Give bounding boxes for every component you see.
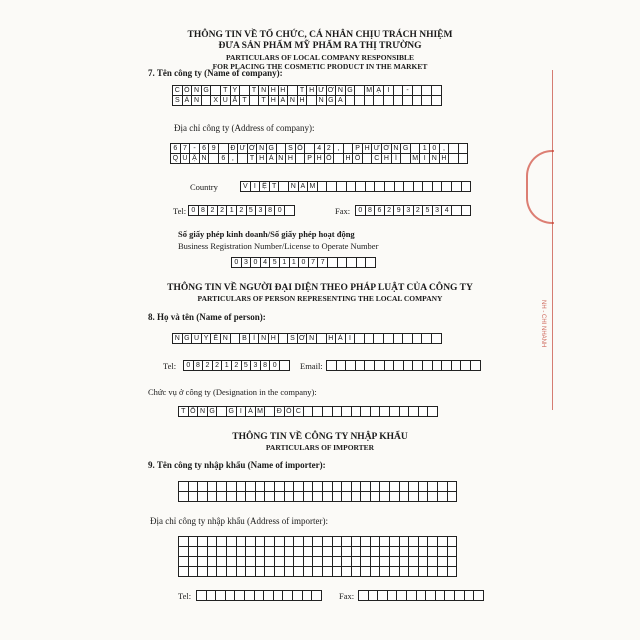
char-box: 8 (365, 205, 376, 216)
char-box: 0 (274, 205, 285, 216)
char-box: T (297, 85, 308, 96)
char-box: N (287, 95, 298, 106)
char-box: 0 (188, 205, 199, 216)
char-box: 8 (260, 360, 271, 371)
char-box: N (258, 85, 269, 96)
char-box: N (391, 143, 402, 154)
char-box: C (293, 406, 304, 417)
char-box: Q (170, 153, 181, 164)
char-box: Ô (182, 85, 193, 96)
char-box: Y (230, 85, 241, 96)
char-box: B (239, 333, 250, 344)
country-grid (240, 181, 471, 192)
stamp-line (552, 70, 553, 410)
char-box: U (191, 333, 202, 344)
char-box: H (268, 333, 279, 344)
char-box: T (178, 406, 189, 417)
char-box: G (345, 85, 356, 96)
char-box: Ư (371, 143, 382, 154)
char-box: M (410, 153, 421, 164)
char-box (447, 566, 458, 577)
char-box: 0 (269, 360, 280, 371)
char-box: Ệ (259, 181, 270, 192)
char-box: 7 (180, 143, 191, 154)
char-box: N (306, 333, 317, 344)
char-box: I (236, 406, 247, 417)
char-box: 6 (199, 143, 210, 154)
char-box: T (220, 85, 231, 96)
char-box: Ậ (189, 153, 200, 164)
char-box: 2 (413, 205, 424, 216)
char-box: 2 (231, 360, 242, 371)
company-fax-label: Fax: (335, 206, 351, 216)
char-box: T (258, 95, 269, 106)
char-box: Ễ (210, 333, 221, 344)
char-box: 4 (441, 205, 452, 216)
importer-address-label: Địa chỉ công ty nhập khẩu (Address of importer): (150, 516, 328, 526)
char-box: Ấ (230, 95, 241, 106)
header2-line2: PARTICULARS OF PERSON REPRESENTING THE LOCAL COMPANY (197, 294, 443, 303)
char-box: , (228, 153, 239, 164)
char-box: S (287, 333, 298, 344)
company-name-label: 7. Tên công ty (Name of company): (148, 68, 283, 78)
char-box: I (345, 333, 356, 344)
char-box: U (220, 95, 231, 106)
char-box: H (306, 85, 317, 96)
char-box: G (182, 333, 193, 344)
char-box: Í (391, 153, 402, 164)
char-box: X (210, 95, 221, 106)
char-box: Ờ (247, 143, 258, 154)
char-box: 1 (289, 257, 300, 268)
char-box: 1 (279, 257, 290, 268)
char-box: N (197, 406, 208, 417)
char-box: 6 (374, 205, 385, 216)
company-tel-grid (188, 205, 295, 216)
header2-line1: THÔNG TIN VỀ NGƯỜI ĐẠI DIỆN THEO PHÁP LUẬT CỦA CÔNG TY (167, 283, 473, 293)
char-box: A (298, 181, 309, 192)
char-box: 3 (432, 205, 443, 216)
person-tel-label: Tel: (163, 361, 177, 371)
char-box: I (383, 85, 394, 96)
char-box: 0 (298, 257, 309, 268)
char-box (458, 153, 469, 164)
char-box: H (362, 143, 373, 154)
char-box: H (381, 153, 392, 164)
char-box: H (285, 153, 296, 164)
char-box: 2 (217, 205, 228, 216)
char-box: N (191, 85, 202, 96)
char-box: A (278, 95, 289, 106)
char-box: 8 (265, 205, 276, 216)
char-box: I (250, 181, 261, 192)
char-box: 3 (403, 205, 414, 216)
char-box: 2 (202, 360, 213, 371)
company-address-grid-row2 (170, 153, 468, 164)
country-label: Country (190, 182, 218, 192)
char-box: 0 (231, 257, 242, 268)
char-box: S (172, 95, 183, 106)
person-email-grid (326, 360, 481, 371)
importer-name-grid-row2 (178, 491, 457, 502)
char-box: H (278, 85, 289, 96)
char-box: Ạ (373, 85, 384, 96)
char-box: T (249, 85, 260, 96)
char-box: 1 (221, 360, 232, 371)
char-box: Ả (335, 333, 346, 344)
person-name-label: 8. Họ và tên (Name of person): (148, 312, 266, 322)
person-tel-grid (183, 360, 290, 371)
company-tel-label: Tel: (173, 206, 187, 216)
char-box (447, 491, 458, 502)
license-label-vi: Số giấy phép kinh doanh/Số giấy phép hoạt động (178, 229, 355, 239)
char-box: 0 (355, 205, 366, 216)
importer-fax-label: Fax: (339, 591, 355, 601)
char-box: - (189, 143, 200, 154)
char-box (473, 590, 484, 601)
char-box: Ố (284, 406, 295, 417)
char-box: G (201, 85, 212, 96)
char-box: H (268, 85, 279, 96)
importer-name-label: 9. Tên công ty nhập khẩu (Name of importer): (148, 460, 326, 470)
char-box: Ư (237, 143, 248, 154)
char-box: 0 (250, 257, 261, 268)
char-box: 7 (317, 257, 328, 268)
designation-grid (178, 406, 438, 417)
char-box: Ồ (352, 153, 363, 164)
char-box: T (239, 95, 250, 106)
char-box: P (352, 143, 363, 154)
char-box: G (400, 143, 411, 154)
char-box: 0 (429, 143, 440, 154)
char-box: 5 (422, 205, 433, 216)
char-box: N (220, 333, 231, 344)
char-box: 9 (393, 205, 404, 216)
importer-tel-label: Tel: (178, 591, 192, 601)
char-box: 2 (324, 143, 335, 154)
char-box: G (207, 406, 218, 417)
char-box (431, 333, 442, 344)
char-box: 8 (198, 205, 209, 216)
char-box: Y (201, 333, 212, 344)
char-box: 4 (260, 257, 271, 268)
char-box: C (172, 85, 183, 96)
char-box: 9 (208, 143, 219, 154)
char-box: Ổ (188, 406, 199, 417)
char-box: 5 (241, 360, 252, 371)
char-box: Đ (274, 406, 285, 417)
char-box: Ả (182, 95, 193, 106)
char-box: H (256, 153, 267, 164)
char-box: 3 (255, 205, 266, 216)
char-box: H (326, 333, 337, 344)
char-box: 5 (246, 205, 257, 216)
char-box: 1 (226, 205, 237, 216)
header1-line4: FOR PLACING THE COSMETIC PRODUCT IN THE MARKET (212, 62, 428, 71)
char-box: 0 (183, 360, 194, 371)
char-box: 2 (236, 205, 247, 216)
char-box: N (335, 85, 346, 96)
char-box: G (226, 406, 237, 417)
char-box (461, 205, 472, 216)
char-box: Đ (228, 143, 239, 154)
char-box (284, 205, 295, 216)
char-box: N (276, 153, 287, 164)
char-box: P (304, 153, 315, 164)
importer-address-grid-row4 (178, 566, 457, 577)
char-box: - (402, 85, 413, 96)
char-box: 2 (212, 360, 223, 371)
char-box: Ơ (297, 333, 308, 344)
char-box: N (258, 333, 269, 344)
char-box: , (333, 143, 344, 154)
stamp-text: NH - CHI NHÁNH (540, 300, 546, 348)
char-box: 8 (193, 360, 204, 371)
char-box: V (240, 181, 251, 192)
importer-tel-grid (196, 590, 322, 601)
char-box: C (371, 153, 382, 164)
header1-line1: THÔNG TIN VỀ TỔ CHỨC, CÁ NHÂN CHỊU TRÁCH NHIỆM (187, 30, 453, 40)
char-box (461, 181, 472, 192)
char-box: G (266, 143, 277, 154)
company-address-label: Địa chỉ công ty (Address of company): (174, 123, 315, 133)
char-box: Ì (249, 333, 260, 344)
char-box: À (266, 153, 277, 164)
license-grid (231, 257, 376, 268)
char-box: H (297, 95, 308, 106)
char-box (431, 95, 442, 106)
char-box: 2 (384, 205, 395, 216)
header1-line3: PARTICULARS OF LOCAL COMPANY RESPONSIBLE (225, 53, 415, 62)
char-box: H (439, 153, 450, 164)
char-box: 6 (170, 143, 181, 154)
char-box: , (439, 143, 450, 154)
char-box: Á (245, 406, 256, 417)
person-email-label: Email: (300, 361, 323, 371)
char-box: N (199, 153, 210, 164)
char-box: 5 (269, 257, 280, 268)
char-box: S (285, 143, 296, 154)
char-box (311, 590, 322, 601)
char-box: G (326, 95, 337, 106)
char-box: H (268, 95, 279, 106)
person-name-grid (172, 333, 442, 344)
license-label-en: Business Registration Number/License to Operate Number (178, 241, 379, 251)
stamp-seal (526, 150, 554, 224)
char-box: U (180, 153, 191, 164)
char-box: H (343, 153, 354, 164)
company-fax-grid (355, 205, 471, 216)
char-box: 2 (207, 205, 218, 216)
char-box: N (316, 95, 327, 106)
char-box: A (335, 95, 346, 106)
char-box: 6 (218, 153, 229, 164)
char-box: Ố (295, 143, 306, 154)
char-box (470, 360, 481, 371)
company-name-grid-row2 (172, 95, 442, 106)
char-box: 4 (314, 143, 325, 154)
char-box: M (255, 406, 266, 417)
char-box: I (419, 153, 430, 164)
char-box: Ố (324, 153, 335, 164)
importer-fax-grid (358, 590, 484, 601)
char-box (427, 406, 438, 417)
char-box: N (172, 333, 183, 344)
char-box: T (269, 181, 280, 192)
char-box: Ờ (381, 143, 392, 154)
char-box (365, 257, 376, 268)
char-box: 7 (308, 257, 319, 268)
char-box: M (364, 85, 375, 96)
char-box: Ư (316, 85, 327, 96)
header3-line2: PARTICULARS OF IMPORTER (265, 443, 375, 452)
char-box: 3 (241, 257, 252, 268)
char-box: H (314, 153, 325, 164)
header1-line2: ĐƯA SẢN PHẨM MỸ PHẨM RA THỊ TRƯỜNG (218, 41, 422, 51)
char-box: 3 (250, 360, 261, 371)
char-box: M (307, 181, 318, 192)
char-box: Ơ (326, 85, 337, 96)
char-box (279, 360, 290, 371)
header3-line1: THÔNG TIN VỀ CÔNG TY NHẬP KHẨU (232, 432, 408, 442)
char-box: N (256, 143, 267, 154)
char-box: T (247, 153, 258, 164)
char-box: N (191, 95, 202, 106)
designation-label: Chức vụ ở công ty (Designation in the company): (148, 387, 317, 397)
char-box: 1 (419, 143, 430, 154)
char-box: N (288, 181, 299, 192)
char-box: N (429, 153, 440, 164)
